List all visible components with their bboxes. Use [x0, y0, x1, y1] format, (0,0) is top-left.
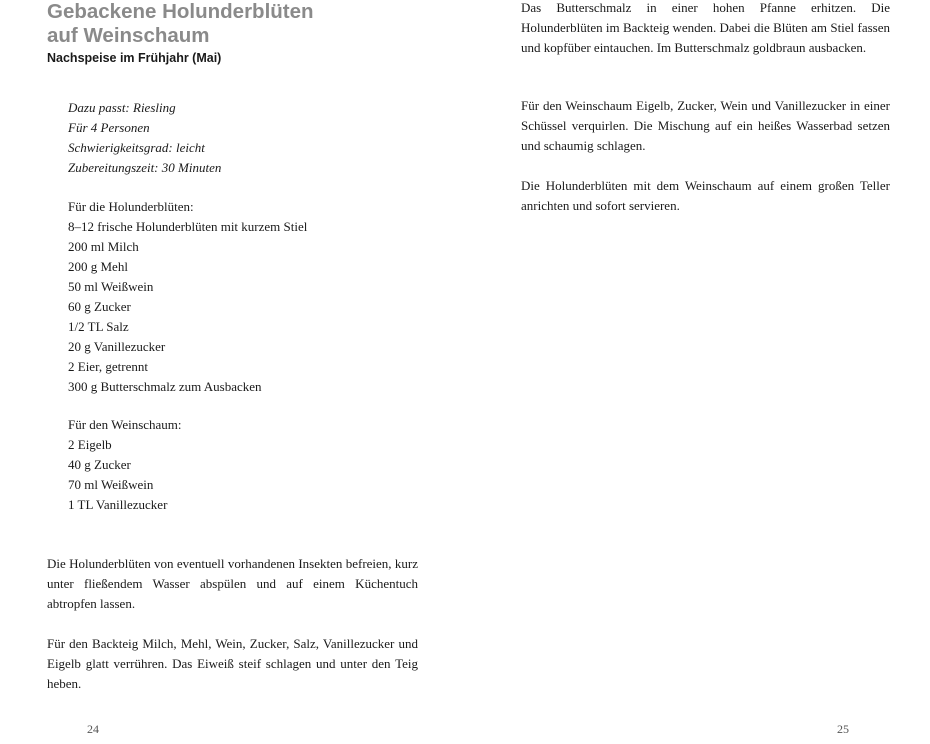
recipe-title-line-2: auf Weinschaum: [47, 24, 210, 47]
ingredient-item: 200 ml Milch: [68, 239, 139, 254]
ingredient-item: 20 g Vanillezucker: [68, 339, 166, 354]
meta-servings: Für 4 Personen: [68, 120, 150, 135]
ingredients-blossoms: [68, 197, 307, 397]
ingredient-item: 200 g Mehl: [68, 259, 128, 274]
meta-wine-pairing: Dazu passt: Riesling: [68, 100, 176, 115]
ingredients-heading: Für die Holunderblüten:: [68, 199, 194, 214]
instruction-paragraph: Das Butterschmalz in einer hohen Pfanne erhitzen. Die Holunderblüten im Backteig wenden. Dabei die Blüten am Stiel fassen und kopfüber eintauchen. Im Butterschmalz goldbraun ausbacken.: [521, 0, 890, 55]
ingredient-item: 2 Eier, getrennt: [68, 359, 148, 374]
instruction-paragraph: Die Holunderblüten von eventuell vorhandenen Insekten befreien, kurz unter fließendem Wasser abspülen und auf einem Küchentuch abtropfen lassen.: [47, 556, 418, 611]
recipe-subtitle: Nachspeise im Frühjahr (Mai): [47, 51, 222, 65]
ingredient-item: 1/2 TL Salz: [68, 319, 129, 334]
ingredients-foam: [68, 415, 182, 515]
recipe-title: [47, 0, 427, 48]
ingredients-heading: Für den Weinschaum:: [68, 417, 182, 432]
ingredient-item: 2 Eigelb: [68, 437, 112, 452]
ingredient-item: 1 TL Vanillezucker: [68, 497, 168, 512]
ingredient-item: 8–12 frische Holunderblüten mit kurzem Stiel: [68, 219, 308, 234]
instruction-paragraph: Für den Backteig Milch, Mehl, Wein, Zucker, Salz, Vanillezucker und Eigelb glatt verrühren. Das Eiweiß steif schlagen und unter den Teig heben.: [47, 636, 418, 691]
ingredient-item: 300 g Butterschmalz zum Ausbacken: [68, 379, 262, 394]
recipe-meta: [68, 98, 221, 178]
recipe-title-line-1: Gebackene Holunderblüten: [47, 0, 314, 23]
meta-prep-time: Zubereitungszeit: 30 Minuten: [68, 160, 222, 175]
ingredient-item: 60 g Zucker: [68, 299, 131, 314]
instruction-paragraph: Die Holunderblüten mit dem Weinschaum auf einem großen Teller anrichten und sofort servieren.: [521, 178, 890, 213]
ingredient-item: 40 g Zucker: [68, 457, 131, 472]
page-number-left: 24: [87, 722, 99, 736]
ingredient-item: 50 ml Weißwein: [68, 279, 154, 294]
page-number-right: 25: [837, 722, 849, 736]
right-page: [465, 0, 930, 744]
instruction-paragraph: Für den Weinschaum Eigelb, Zucker, Wein und Vanillezucker in einer Schüssel verquirlen. Die Mischung auf ein heißes Wasserbad setzen und schaumig schlagen.: [521, 98, 890, 153]
meta-difficulty: Schwierigkeitsgrad: leicht: [68, 140, 205, 155]
ingredient-item: 70 ml Weißwein: [68, 477, 154, 492]
